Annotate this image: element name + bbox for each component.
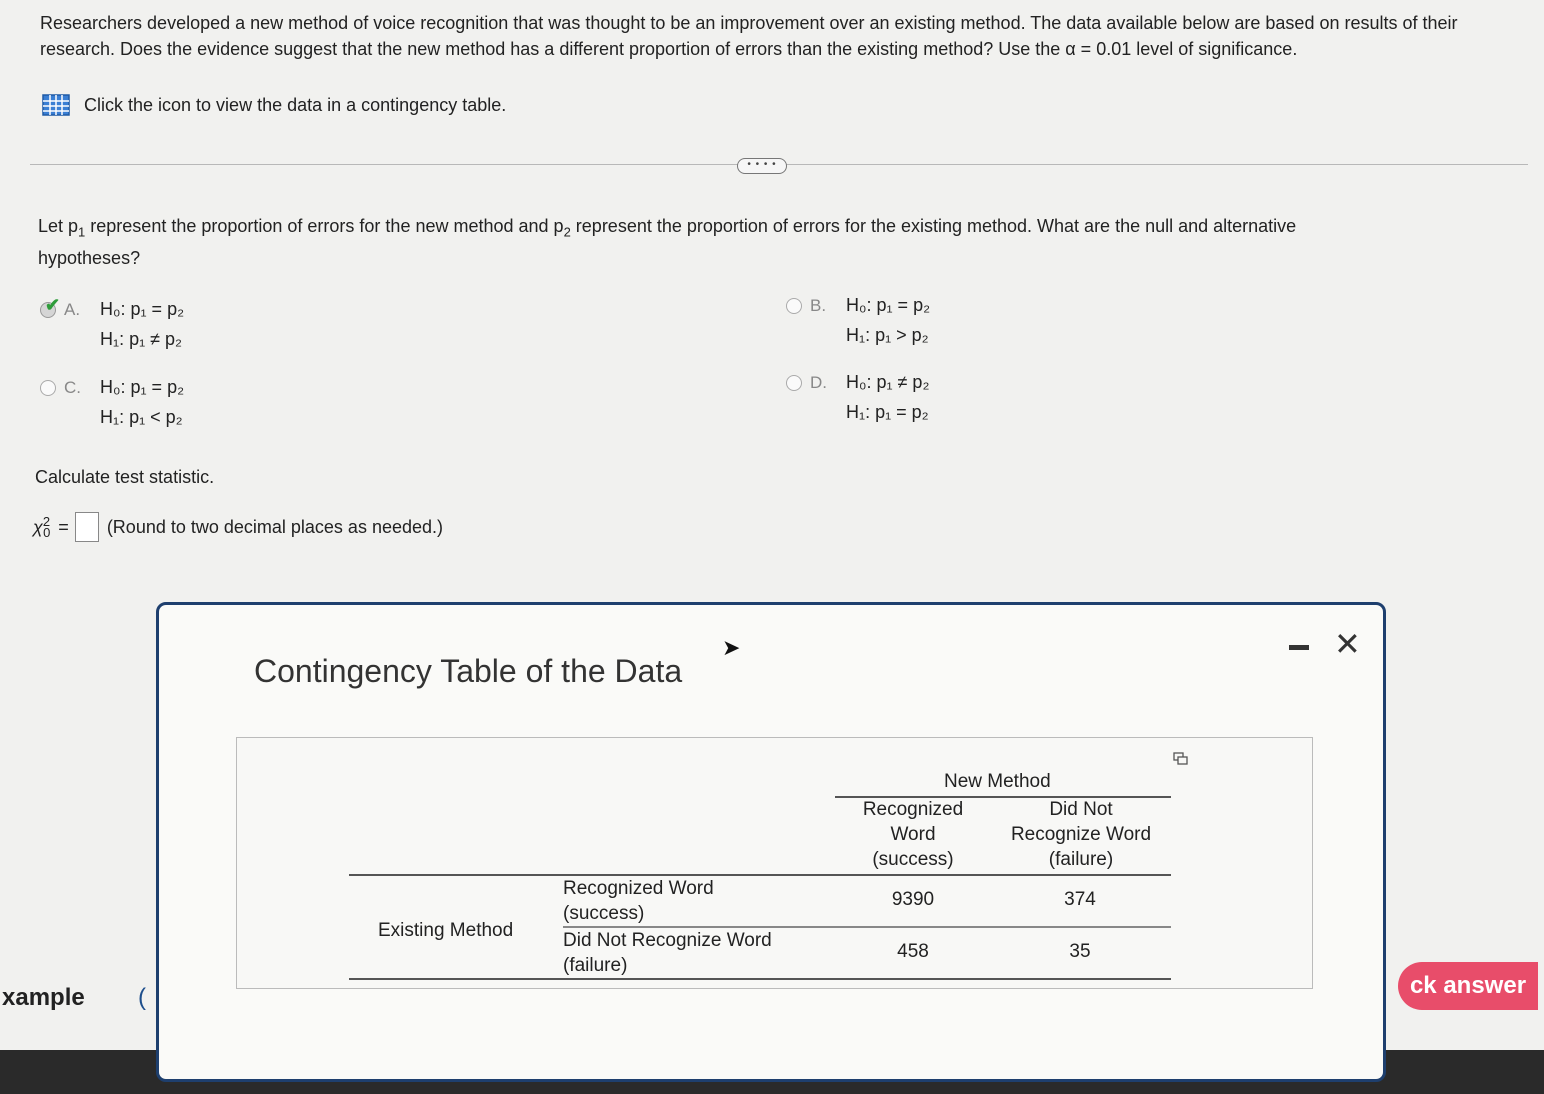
- col-header-success: Recognized Word (success): [862, 799, 964, 870]
- contingency-table-link[interactable]: [42, 94, 506, 116]
- expand-more-button[interactable]: • • • •: [737, 158, 787, 174]
- dialog-title: Contingency Table of the Data: [254, 653, 683, 689]
- cell-success-success: 9390: [891, 889, 935, 910]
- option-b-letter: B.: [810, 296, 827, 315]
- close-button[interactable]: ✕: [1334, 626, 1361, 662]
- option-d-letter: D.: [810, 373, 827, 392]
- row-header-success: Recognized Word (success): [563, 878, 714, 924]
- side-paren: (: [138, 984, 146, 1011]
- header-bottom-rule: [349, 874, 1171, 876]
- group-header-new-method: New Method: [944, 771, 1051, 792]
- option-a-h0: H₀: p₁ = p₂: [100, 299, 185, 319]
- col-header-failure: Did Not Recognize Word (failure): [1010, 799, 1152, 870]
- option-b[interactable]: [786, 296, 930, 350]
- copy-icon[interactable]: [1173, 752, 1189, 766]
- radio-b[interactable]: [786, 298, 802, 314]
- option-d-h0: H₀: p₁ ≠ p₂: [846, 372, 930, 392]
- radio-d[interactable]: [786, 375, 802, 391]
- icon-link-text: Click the icon to view the data in a contingency table.: [84, 94, 507, 115]
- checkmark-icon: ✔: [45, 295, 61, 315]
- hypothesis-question: Let $p_1$ represent the proportion of errors for the new method and $p_2$ represent the proportion of errors for the existing method. What are the null and alternative hypotheses?: [38, 216, 1297, 268]
- option-c-letter: C.: [64, 378, 81, 397]
- check-answer-button[interactable]: ck answer: [1398, 962, 1538, 1010]
- option-c-h0: H₀: p₁ = p₂: [100, 377, 185, 397]
- option-b-h0: H₀: p₁ = p₂: [846, 295, 931, 315]
- cell-success-failure: 374: [1064, 889, 1096, 910]
- contingency-table-dialog: [156, 602, 1386, 1082]
- test-statistic-input[interactable]: [75, 512, 99, 542]
- cell-failure-success: 458: [897, 941, 929, 962]
- option-d[interactable]: [786, 373, 929, 427]
- option-b-h1: H₁: p₁ > p₂: [846, 325, 929, 345]
- option-c-h1: H₁: p₁ < p₂: [100, 407, 183, 427]
- example-link[interactable]: xample: [2, 984, 85, 1011]
- table-bottom-rule: [349, 978, 1171, 980]
- option-d-h1: H₁: p₁ = p₂: [846, 402, 929, 422]
- option-a-letter: A.: [64, 300, 81, 319]
- option-c[interactable]: [40, 378, 184, 432]
- option-a-h1: H₁: p₁ ≠ p₂: [100, 329, 183, 349]
- row-header-failure: Did Not Recognize Word (failure): [563, 930, 772, 976]
- option-a[interactable]: [40, 295, 185, 354]
- rounding-hint: (Round to two decimal places as needed.): [106, 516, 444, 537]
- radio-c[interactable]: [40, 380, 56, 396]
- minimize-button[interactable]: [1289, 645, 1309, 650]
- calculate-label: Calculate test statistic.: [35, 467, 215, 487]
- mouse-cursor-icon: ➤: [722, 635, 741, 660]
- problem-statement: Researchers developed a new method of voice recognition that was thought to be an improvement over an existing method. The data available below are based on results of their research. Does the evidence suggest that the new method has a different proportion of errors than the existing method? Use the α = 0.01 level of significance.: [40, 13, 1458, 59]
- equals-sign: =: [58, 516, 69, 537]
- chi-symbol: $\chi^2_0$: [33, 513, 51, 541]
- row-group-existing-method: Existing Method: [378, 920, 514, 941]
- cell-failure-failure: 35: [1069, 941, 1091, 962]
- test-statistic-row: [33, 512, 443, 542]
- radio-a[interactable]: [40, 295, 61, 318]
- contingency-table: [236, 737, 1313, 989]
- table-grid-icon: [42, 94, 70, 116]
